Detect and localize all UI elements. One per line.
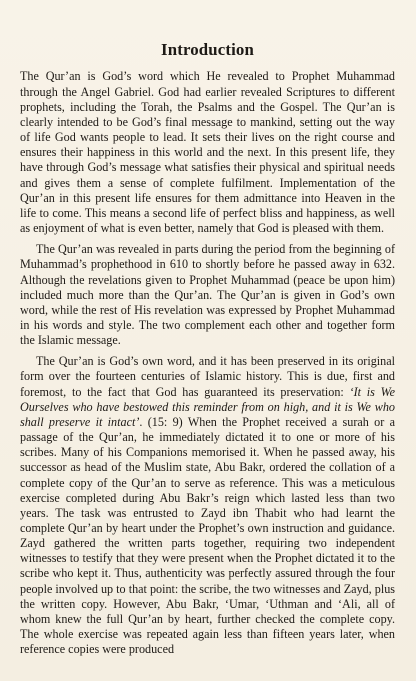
- paragraph-3-tail: . (15: 9) When the Prophet received a surah or a passage of the Qur’an, he immediately dictated it to one or more of his scribes. Many of his Companions memorised it. When he passed away, his successor as head of the Muslim state, Abu Bakr, ordered the collation of a complete copy of the Qur’an to serve as reference. This was a meticulous exercise completed during Abu Bakr’s reign which lasted less than two years. The task was entrusted to Zayd ibn Thabit who had learnt the complete Qur’an by heart under the Prophet’s own instruction and guidance. Zayd gathered the written parts together, requiring two independent witnesses to testify that they were present when the Prophet dictated it to the scribe who kept it. Thus, authenticity was perfectly assured through the four people involved up to that point: the scribe, the two witnesses and Zayd, plus the written copy. However, Abu Bakr, ‘Umar, ‘Uthman and ‘Ali, all of whom knew the full Qur’an by heart, further checked the complete copy. The whole exercise was repeated again less than fifteen years later, when reference copies were produced: [20, 414, 395, 657]
- page-title: Introduction: [161, 40, 254, 59]
- quran-quote: ‘It is We Ourselves who have bestowed this reminder from on high, and it is We who shall preserve it intact’: [20, 384, 395, 429]
- document-body: [20, 69, 395, 657]
- paragraph-1: The Qur’an is God’s word which He revealed to Prophet Muhammad through the Angel Gabriel. God had earlier revealed Scriptures to different prophets, including the Torah, the Psalms and the Gospel. The Qur’an is clearly intended to be God’s final message to mankind, setting out the way of life God wants people to lead. It sets their lives on the right course and ensures their happiness in this world and the next. In this present life, they have through God’s message what satisfies their physical and spiritual needs and gives them a sense of complete fulfilment. Implementation of the Qur’an in this present life ensures for them admittance into Heaven in the life to come. This means a second life of perfect bliss and happiness, as well as enjoyment of what is even better, namely that God is pleased with them.: [20, 69, 395, 236]
- paragraph-3: [20, 354, 395, 657]
- paragraph-2: The Qur’an was revealed in parts during the period from the beginning of Muhammad’s prophethood in 610 to shortly before he passed away in 632. Although the revelations given to Prophet Muhammad (peace be upon him) included much more than the Qur’an. The Qur’an is given in God’s own word, while the rest of His revelation was expressed by Prophet Muhammad in his words and style. The two complement each other and together form the Islamic message.: [20, 242, 395, 348]
- paragraph-3-lead: The Qur’an is God’s own word, and it has been preserved in its original form over the fourteen centuries of Islamic history. This is due, first and foremost, to the fact that God has guaranteed its preservation:: [20, 354, 395, 399]
